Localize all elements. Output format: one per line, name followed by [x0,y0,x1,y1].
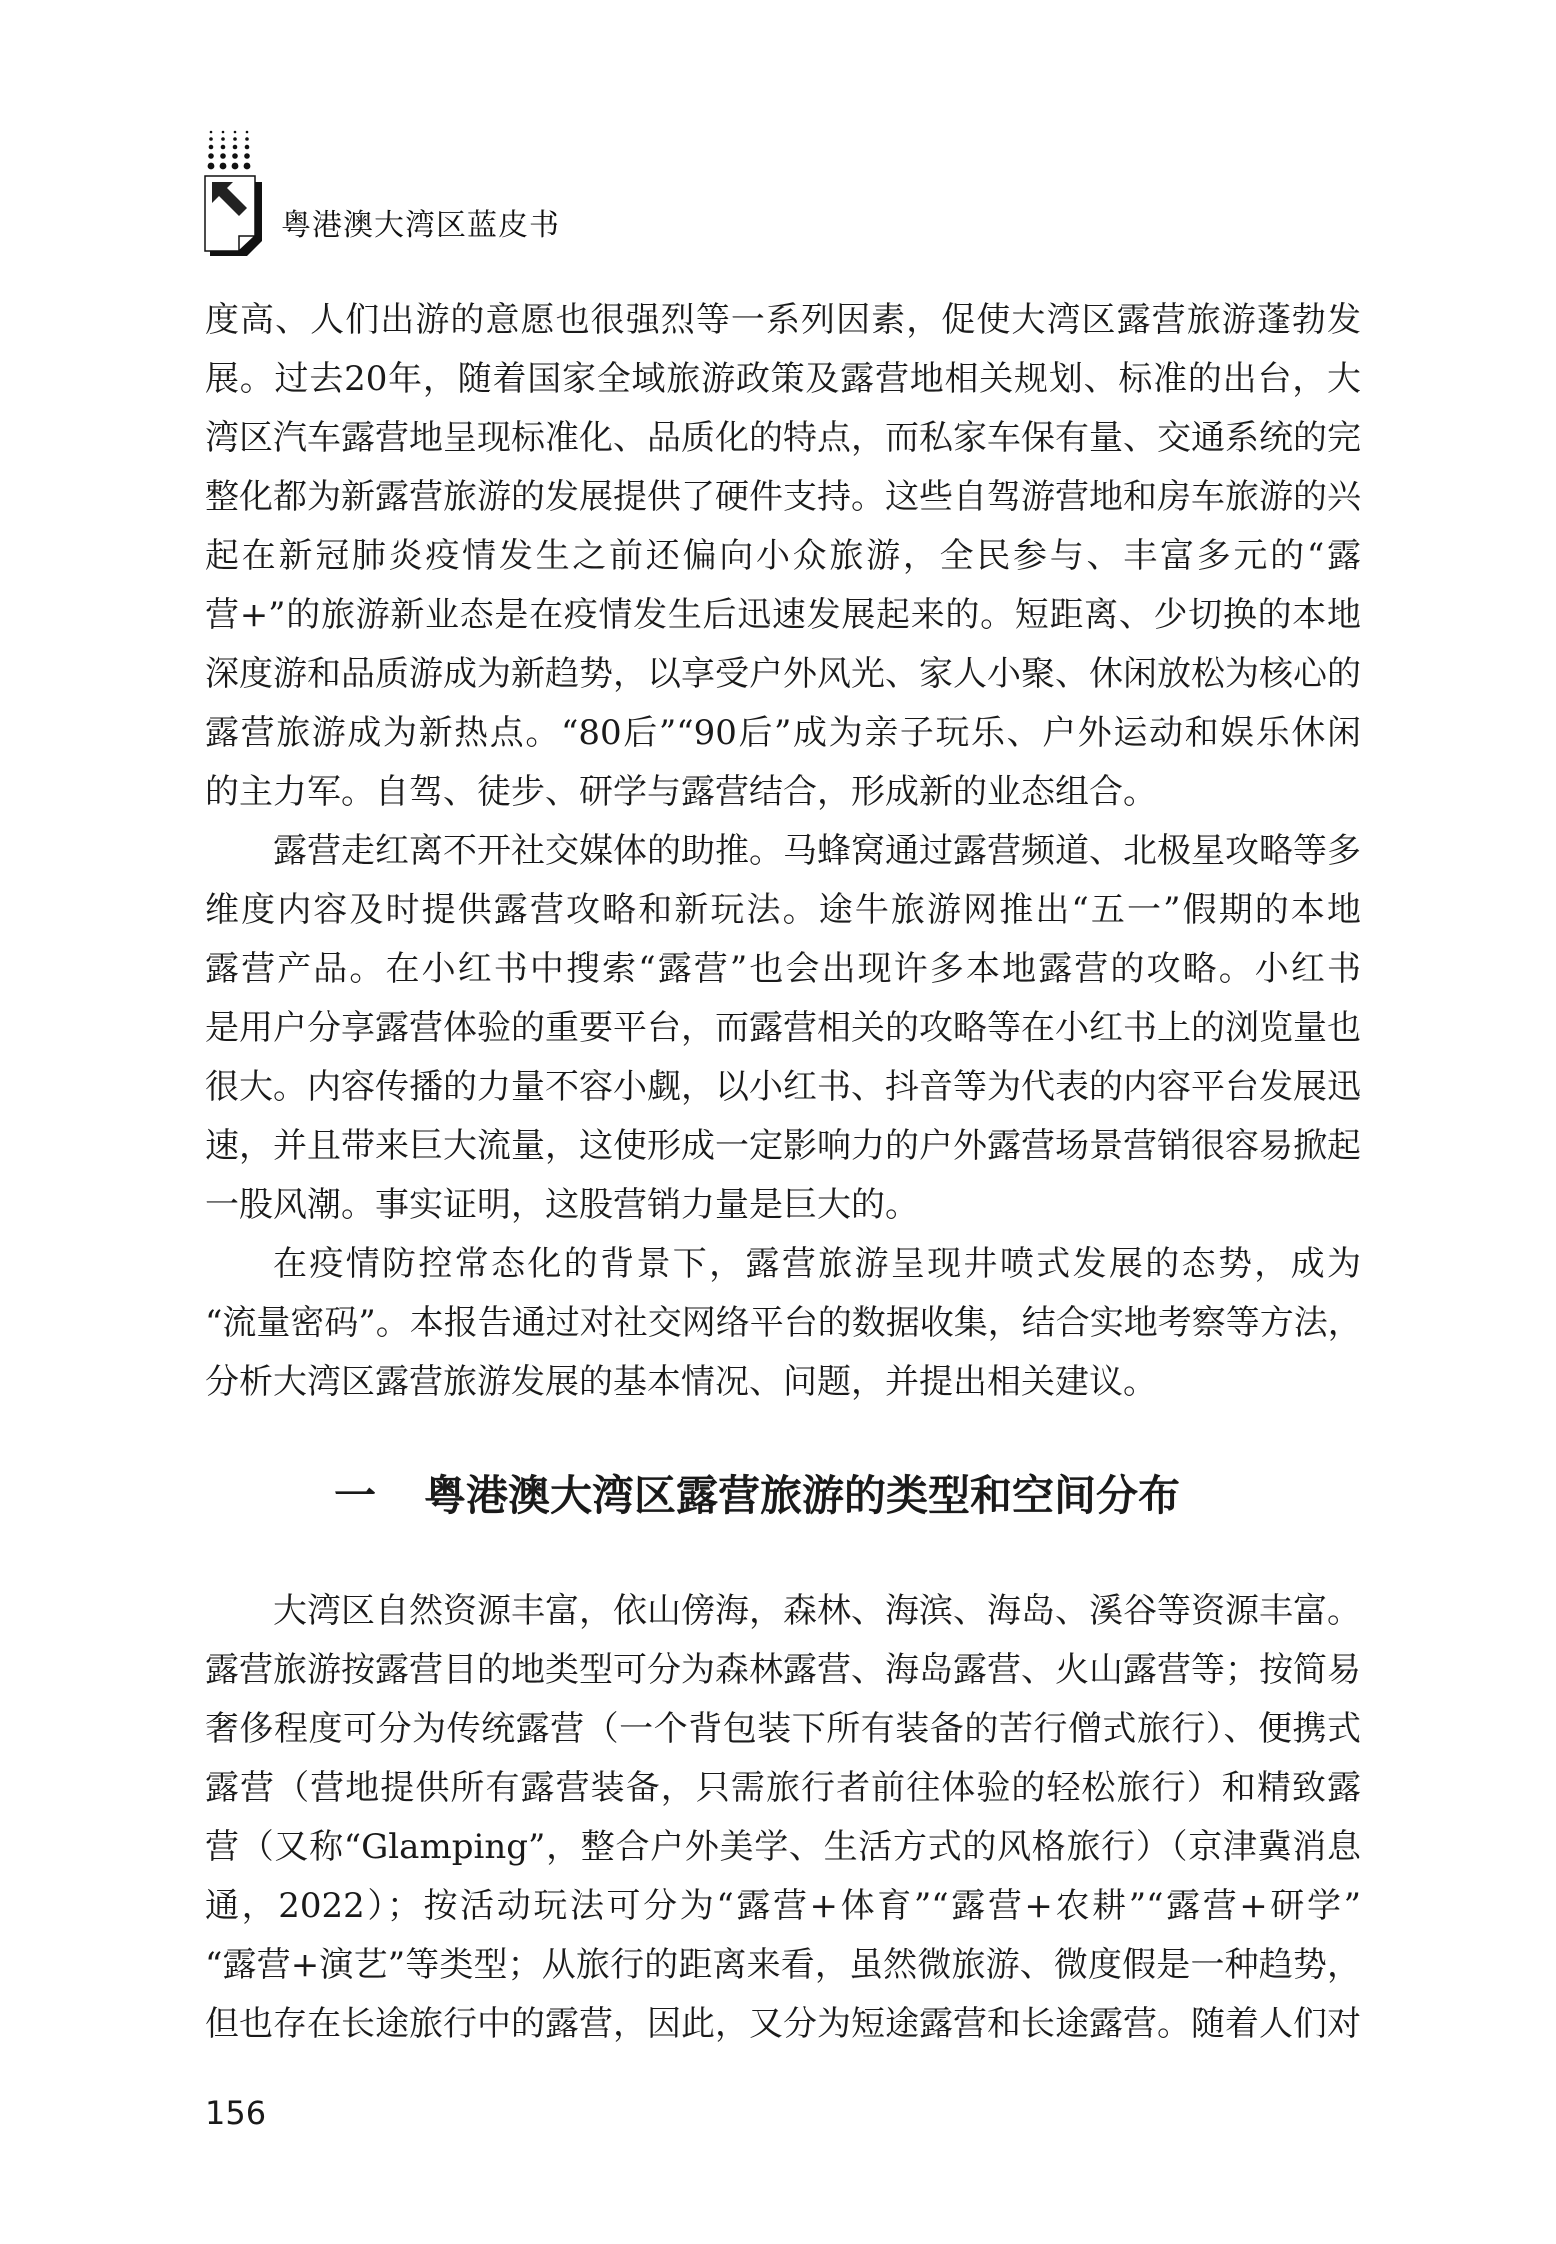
paragraph-line: 湾区汽车露营地呈现标准化、品质化的特点，而私家车保有量、交通系统的完 [205,418,1361,458]
paragraph-line: 分析大湾区露营旅游发展的基本情况、问题，并提出相关建议。 [205,1362,1157,1402]
paragraph-line: 露营（营地提供所有露营装备，只需旅行者前往体验的轻松旅行）和精致露 [205,1768,1361,1808]
paragraph-line: 维度内容及时提供露营攻略和新玩法。途牛旅游网推出“五一”假期的本地 [205,890,1361,930]
section-title: 粤港澳大湾区露营旅游的类型和空间分布 [424,1471,1181,1520]
paragraph-line: 露营旅游按露营目的地类型可分为森林露营、海岛露营、火山露营等；按简易 [205,1650,1361,1690]
paragraph-line: 一股风潮。事实证明，这股营销力量是巨大的。 [205,1185,919,1225]
paragraph-line: 整化都为新露营旅游的发展提供了硬件支持。这些自驾游营地和房车旅游的兴 [205,477,1361,517]
paragraph-line: 很大。内容传播的力量不容小觑，以小红书、抖音等为代表的内容平台发展迅 [205,1067,1361,1107]
section-heading [334,1468,1180,1524]
paragraph-line: 的主力军。自驾、徒步、研学与露营结合，形成新的业态组合。 [205,772,1157,812]
paragraph-line: 奢侈程度可分为传统露营（一个背包装下所有装备的苦行僧式旅行）、便携式 [205,1709,1361,1749]
paragraph-line: 但也存在长途旅行中的露营，因此，又分为短途露营和长途露营。随着人们对 [205,2004,1361,2044]
paragraph-line: “流量密码”。本报告通过对社交网络平台的数据收集，结合实地考察等方法， [205,1303,1362,1343]
blue-book-logo-icon [203,126,263,256]
paragraph-line: 露营旅游成为新热点。“80后”“90后”成为亲子玩乐、户外运动和娱乐休闲 [205,713,1361,753]
paragraph-line: 深度游和品质游成为新趋势，以享受户外风光、家人小聚、休闲放松为核心的 [205,654,1361,694]
paragraph-line: 营（又称“Glamping”，整合户外美学、生活方式的风格旅行）（京津冀消息 [205,1827,1361,1867]
paragraph-line: 在疫情防控常态化的背景下，露营旅游呈现井喷式发展的态势，成为 [273,1244,1361,1284]
paragraph-line: 通，2022）；按活动玩法可分为“露营+体育”“露营+农耕”“露营+研学” [205,1886,1361,1926]
paragraph-line: 是用户分享露营体验的重要平台，而露营相关的攻略等在小红书上的浏览量也 [205,1008,1361,1048]
page-number: 156 [205,2094,267,2132]
paragraph-line: 大湾区自然资源丰富，依山傍海，森林、海滨、海岛、溪谷等资源丰富。 [273,1591,1361,1631]
paragraph-line: 展。过去20年，随着国家全域旅游政策及露营地相关规划、标准的出台，大 [205,359,1361,399]
paragraph-line: 露营走红离不开社交媒体的助推。马蜂窝通过露营频道、北极星攻略等多 [273,831,1361,871]
paragraph-line: “露营+演艺”等类型；从旅行的距离来看，虽然微旅游、微度假是一种趋势， [205,1945,1361,1985]
section-number: 一 [334,1471,377,1520]
paragraph-line: 起在新冠肺炎疫情发生之前还偏向小众旅游，全民参与、丰富多元的“露 [205,536,1361,576]
series-title: 粤港澳大湾区蓝皮书 [281,208,560,243]
paragraph-line: 度高、人们出游的意愿也很强烈等一系列因素，促使大湾区露营旅游蓬勃发 [205,300,1361,340]
paragraph-line: 速，并且带来巨大流量，这使形成一定影响力的户外露营场景营销很容易掀起 [205,1126,1361,1166]
paragraph-line: 营+”的旅游新业态是在疫情发生后迅速发展起来的。短距离、少切换的本地 [205,595,1361,635]
paragraph-line: 露营产品。在小红书中搜索“露营”也会出现许多本地露营的攻略。小红书 [205,949,1361,989]
